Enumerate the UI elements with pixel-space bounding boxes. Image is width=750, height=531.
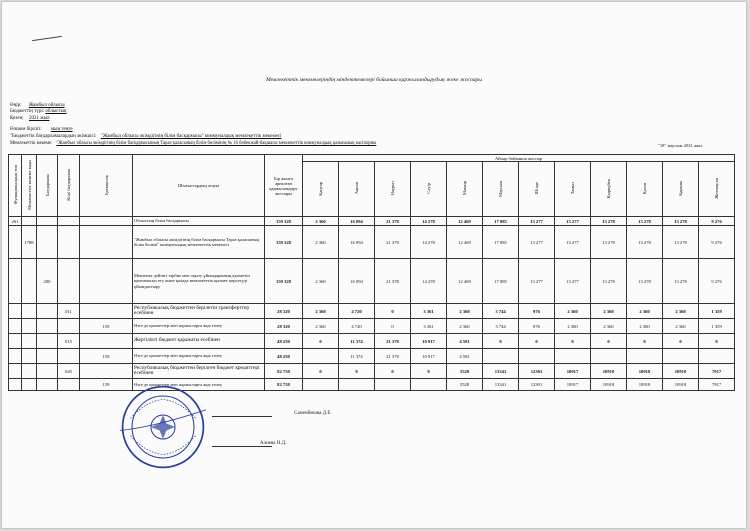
month-value-cell bbox=[375, 379, 411, 391]
code-cell-c4: 015 bbox=[58, 334, 80, 349]
unit-line bbox=[10, 127, 73, 133]
financing-plan-table bbox=[8, 154, 735, 391]
region-label: Өңір: bbox=[10, 103, 22, 108]
document-title: Мемлекеттік мекемелеріндің міндеттемелері бойынша қаржыландырудың жеке жоспары bbox=[266, 77, 482, 83]
month-value-cell bbox=[663, 349, 699, 364]
month-value-cell: 10917 bbox=[555, 364, 591, 379]
month-value-cell: 14 278 bbox=[411, 226, 447, 259]
table-row bbox=[9, 349, 735, 364]
institution-label: Мемлекеттік мекеме: bbox=[10, 141, 53, 146]
month-value-cell: 2 360 bbox=[447, 304, 483, 319]
month-value-cell: 21 378 bbox=[375, 226, 411, 259]
month-value-cell: 0 bbox=[483, 334, 519, 349]
month-value-cell: 13 278 bbox=[663, 226, 699, 259]
code-cell-c1 bbox=[9, 259, 22, 304]
month-value-cell: 2 360 bbox=[303, 217, 339, 226]
month-value-cell: 10 917 bbox=[411, 349, 447, 364]
annual-total-cell: 28 320 bbox=[265, 304, 303, 319]
code-cell-c2: 1788 bbox=[22, 226, 37, 259]
month-value-cell: 2 360 bbox=[555, 319, 591, 334]
month-value-cell: 976 bbox=[519, 319, 555, 334]
month-value-cell bbox=[303, 379, 339, 391]
month-value-cell: 13 278 bbox=[591, 259, 627, 304]
signature-name-2: Алиева Н.Д. bbox=[260, 441, 287, 446]
annual-total-cell: 28 320 bbox=[265, 319, 303, 334]
annual-total-cell: 159 328 bbox=[265, 226, 303, 259]
month-value-cell: 17 085 bbox=[483, 259, 519, 304]
code-cell-c5 bbox=[80, 304, 133, 319]
code-cell-c3 bbox=[37, 364, 58, 379]
period-line bbox=[10, 116, 50, 122]
month-value-cell: 13 278 bbox=[627, 259, 663, 304]
month-header-4: Мамыр bbox=[447, 162, 483, 217]
month-value-cell: 5528 bbox=[447, 379, 483, 391]
month-value-cell: 3 744 bbox=[483, 304, 519, 319]
code-cell-c5: 159 bbox=[80, 379, 133, 391]
month-value-cell bbox=[519, 349, 555, 364]
month-value-cell: 13 277 bbox=[555, 217, 591, 226]
table-row bbox=[9, 217, 735, 226]
month-value-cell: 13 277 bbox=[519, 226, 555, 259]
admin-value: "Жамбыл облысы әкімдігінің білім басқармасы" коммуналдық мемлекеттік мекемесі bbox=[100, 134, 282, 139]
col-name-header: Шығыстардың атауы bbox=[133, 155, 265, 217]
code-cell-c1: 261 bbox=[9, 217, 22, 226]
month-value-cell: 14 278 bbox=[411, 217, 447, 226]
month-value-cell: 13 277 bbox=[555, 226, 591, 259]
signature-line-2 bbox=[212, 446, 272, 447]
month-value-cell: 21 378 bbox=[375, 217, 411, 226]
col-program-header: Бағдарлама bbox=[37, 155, 58, 217]
code-cell-c4 bbox=[58, 379, 80, 391]
month-value-cell: 10918 bbox=[627, 379, 663, 391]
budget-line bbox=[10, 109, 66, 115]
month-value-cell: 10918 bbox=[663, 379, 699, 391]
month-value-cell: 0 bbox=[375, 364, 411, 379]
code-cell-c5 bbox=[80, 217, 133, 226]
code-cell-c4 bbox=[58, 226, 80, 259]
month-value-cell: 3 361 bbox=[411, 304, 447, 319]
month-header-0: Қаңтар bbox=[303, 162, 339, 217]
annual-total-cell: 82 758 bbox=[265, 379, 303, 391]
code-cell-c1 bbox=[9, 349, 22, 364]
col-total-header: Бір жылға арналған қаржыландыру жоспары bbox=[265, 155, 303, 217]
col-func-group-header: Функционалдық топ bbox=[9, 155, 22, 217]
table-row bbox=[9, 379, 735, 391]
code-cell-c1 bbox=[9, 226, 22, 259]
admin-line bbox=[10, 134, 282, 140]
code-cell-c4: 011 bbox=[58, 304, 80, 319]
month-value-cell: 2 360 bbox=[627, 304, 663, 319]
staple-mark bbox=[32, 36, 62, 41]
month-value-cell: 0 bbox=[303, 334, 339, 349]
month-value-cell: 12301 bbox=[519, 364, 555, 379]
budget-label: Бюджеттің түрі: bbox=[10, 109, 45, 114]
code-cell-c1 bbox=[9, 364, 22, 379]
month-value-cell: 4 581 bbox=[447, 334, 483, 349]
month-header-9: Қазан bbox=[627, 162, 663, 217]
month-value-cell: 2 360 bbox=[591, 304, 627, 319]
period-value: 2021 жыл bbox=[28, 116, 50, 121]
month-header-6: Шілде bbox=[519, 162, 555, 217]
unit-label: Өлшем бірлігі: bbox=[10, 127, 42, 132]
code-cell-c2 bbox=[22, 349, 37, 364]
month-value-cell: 10918 bbox=[627, 364, 663, 379]
month-value-cell: 4 720 bbox=[339, 319, 375, 334]
code-cell-c2 bbox=[22, 379, 37, 391]
expense-name-cell: Республикалық бюджеттен берілген бюджет кредиттері есебінен bbox=[133, 364, 265, 379]
month-value-cell: 0 bbox=[555, 334, 591, 349]
code-cell-c3 bbox=[37, 319, 58, 334]
month-value-cell: 1 359 bbox=[699, 319, 735, 334]
month-value-cell: 11 374 bbox=[339, 349, 375, 364]
month-value-cell: 16 094 bbox=[339, 259, 375, 304]
month-header-3: Сәуір bbox=[411, 162, 447, 217]
month-value-cell: 2 360 bbox=[591, 319, 627, 334]
month-value-cell: 10 917 bbox=[411, 334, 447, 349]
month-value-cell: 9 276 bbox=[699, 259, 735, 304]
code-cell-c3 bbox=[37, 379, 58, 391]
month-value-cell bbox=[339, 379, 375, 391]
month-value-cell: 21 378 bbox=[375, 349, 411, 364]
code-cell-c2 bbox=[22, 304, 37, 319]
month-value-cell: 0 bbox=[339, 364, 375, 379]
table-row bbox=[9, 334, 735, 349]
month-header-2: Наурыз bbox=[375, 162, 411, 217]
annual-total-cell: 159 328 bbox=[265, 259, 303, 304]
month-value-cell bbox=[627, 349, 663, 364]
month-value-cell: 3 361 bbox=[411, 319, 447, 334]
code-cell-c5 bbox=[80, 226, 133, 259]
month-value-cell: 2 360 bbox=[303, 226, 339, 259]
month-header-8: Қыркүйек bbox=[591, 162, 627, 217]
month-value-cell: 12 469 bbox=[447, 259, 483, 304]
month-value-cell: 12301 bbox=[519, 379, 555, 391]
month-value-cell: 1 359 bbox=[699, 304, 735, 319]
code-cell-c2 bbox=[22, 364, 37, 379]
document-page bbox=[2, 2, 746, 528]
month-value-cell: 976 bbox=[519, 304, 555, 319]
code-cell-c1 bbox=[9, 319, 22, 334]
month-value-cell: 0 bbox=[663, 334, 699, 349]
month-value-cell: 2 360 bbox=[663, 319, 699, 334]
code-cell-c4 bbox=[58, 259, 80, 304]
month-value-cell bbox=[411, 379, 447, 391]
expense-name-cell: Өзге де қызметтер мен жұмыстарға ақы төлеу bbox=[133, 319, 265, 334]
months-header: Айлар бойынша жоспар bbox=[303, 155, 735, 162]
expense-name-cell: Өзге де қызметтер мен жұмыстарға ақы төлеу bbox=[133, 349, 265, 364]
month-value-cell bbox=[483, 349, 519, 364]
month-value-cell: 7917 bbox=[699, 364, 735, 379]
code-cell-c1 bbox=[9, 334, 22, 349]
month-value-cell: 5528 bbox=[447, 364, 483, 379]
code-cell-c3 bbox=[37, 334, 58, 349]
code-cell-c3 bbox=[37, 217, 58, 226]
annual-total-cell: 82 758 bbox=[265, 364, 303, 379]
official-seal bbox=[120, 384, 206, 470]
month-header-10: Қараша bbox=[663, 162, 699, 217]
code-cell-c3 bbox=[37, 349, 58, 364]
table-row bbox=[9, 319, 735, 334]
month-value-cell: 2 360 bbox=[627, 319, 663, 334]
month-header-7: Тамыз bbox=[555, 162, 591, 217]
month-value-cell: 2 360 bbox=[303, 259, 339, 304]
month-value-cell: 0 bbox=[375, 304, 411, 319]
month-value-cell: 16 094 bbox=[339, 226, 375, 259]
col-admin-header: Мемлекеттік мекеме коды bbox=[22, 155, 37, 217]
signature-line-1 bbox=[212, 416, 272, 417]
month-value-cell bbox=[555, 349, 591, 364]
month-value-cell: 2 360 bbox=[447, 319, 483, 334]
table-row bbox=[9, 364, 735, 379]
code-cell-c5: 159 bbox=[80, 319, 133, 334]
code-cell-c5 bbox=[80, 334, 133, 349]
code-cell-c1 bbox=[9, 304, 22, 319]
month-value-cell: 0 bbox=[303, 364, 339, 379]
month-value-cell: 9 276 bbox=[699, 217, 735, 226]
document-date: "18" маусым 2021 жыл bbox=[658, 143, 703, 148]
month-value-cell: 13 277 bbox=[555, 259, 591, 304]
month-value-cell: 2 360 bbox=[303, 304, 339, 319]
month-value-cell: 12 469 bbox=[447, 217, 483, 226]
month-value-cell: 13 278 bbox=[591, 217, 627, 226]
code-cell-c3: 200 bbox=[37, 259, 58, 304]
month-value-cell: 0 bbox=[375, 319, 411, 334]
month-value-cell: 17 085 bbox=[483, 217, 519, 226]
code-cell-c4 bbox=[58, 319, 80, 334]
budget-value: облыстық bbox=[45, 109, 67, 114]
month-value-cell: 13341 bbox=[483, 379, 519, 391]
unit-value: мың теңге bbox=[50, 127, 73, 132]
expense-name-cell: Жергілікті бюджет қаражаты есебінен bbox=[133, 334, 265, 349]
col-specifics-header: Ерекшелік bbox=[80, 155, 133, 217]
month-value-cell: 21 378 bbox=[375, 334, 411, 349]
month-value-cell: 0 bbox=[627, 334, 663, 349]
institution-line bbox=[10, 141, 376, 147]
month-value-cell: 10917 bbox=[555, 379, 591, 391]
table-row bbox=[9, 304, 735, 319]
code-cell-c3 bbox=[37, 304, 58, 319]
month-value-cell bbox=[699, 349, 735, 364]
month-header-1: Ақпан bbox=[339, 162, 375, 217]
code-cell-c4 bbox=[58, 349, 80, 364]
expense-name-cell: Республикалық бюджеттен берілетін трансферттер есебінен bbox=[133, 304, 265, 319]
month-value-cell: 0 bbox=[591, 334, 627, 349]
month-header-5: Маусым bbox=[483, 162, 519, 217]
month-value-cell: 14 278 bbox=[411, 259, 447, 304]
expense-name-cell: "Жамбыл облысы әкімдігінің білім басқармасы Тараз қаласының білім бөлімі" коммуналдық мемлекеттік мекемесі bbox=[133, 226, 265, 259]
signature-name-1: Саменбекова Д.Е. bbox=[294, 411, 332, 416]
month-value-cell bbox=[591, 349, 627, 364]
month-value-cell: 13 278 bbox=[663, 217, 699, 226]
month-value-cell: 21 378 bbox=[375, 259, 411, 304]
code-cell-c5 bbox=[80, 259, 133, 304]
month-value-cell: 13 278 bbox=[663, 259, 699, 304]
month-value-cell bbox=[303, 349, 339, 364]
month-header-11: Желтоқсан bbox=[699, 162, 735, 217]
code-cell-c4: 045 bbox=[58, 364, 80, 379]
month-value-cell: 17 085 bbox=[483, 226, 519, 259]
table-row bbox=[9, 259, 735, 304]
code-cell-c3 bbox=[37, 226, 58, 259]
code-cell-c5: 159 bbox=[80, 349, 133, 364]
month-value-cell: 4 720 bbox=[339, 304, 375, 319]
expense-name-cell: Облыстың білім басқармасы bbox=[133, 217, 265, 226]
month-value-cell: 13 277 bbox=[519, 217, 555, 226]
col-subprogram-header: Кіші бағдарлама bbox=[58, 155, 80, 217]
annual-total-cell: 48 250 bbox=[265, 349, 303, 364]
month-value-cell: 0 bbox=[411, 364, 447, 379]
month-value-cell: 13 278 bbox=[591, 226, 627, 259]
month-value-cell: 10918 bbox=[591, 379, 627, 391]
institution-value: "Жамбыл облысы әкімдігінің білім басқармасының Тараз қаласының білім бөлімінің № 16 бөбекжай-бақшасы мемлекеттік коммуналдық қазыналық кәсіпорны bbox=[56, 141, 377, 146]
period-label: Кезең: bbox=[10, 116, 24, 121]
month-value-cell: 7917 bbox=[699, 379, 735, 391]
annual-total-cell: 48 250 bbox=[265, 334, 303, 349]
month-value-cell: 0 bbox=[699, 334, 735, 349]
code-cell-c2 bbox=[22, 334, 37, 349]
month-value-cell: 10918 bbox=[591, 364, 627, 379]
month-value-cell: 13 278 bbox=[627, 217, 663, 226]
month-value-cell: 16 094 bbox=[339, 217, 375, 226]
annual-total-cell: 159 328 bbox=[265, 217, 303, 226]
expense-name-cell: Мектепке дейінгі тәрбие мен оқыту ұйымдарының қызметін қамтамасыз ету және қалада мемлекеттік қызмет көрсетуді ұйымдастыру bbox=[133, 259, 265, 304]
month-value-cell: 9 276 bbox=[699, 226, 735, 259]
code-cell-c2 bbox=[22, 259, 37, 304]
month-value-cell: 0 bbox=[519, 334, 555, 349]
month-value-cell: 2 360 bbox=[303, 319, 339, 334]
code-cell-c5 bbox=[80, 364, 133, 379]
month-value-cell: 4 581 bbox=[447, 349, 483, 364]
code-cell-c2 bbox=[22, 217, 37, 226]
month-value-cell: 2 360 bbox=[555, 304, 591, 319]
month-value-cell: 11 374 bbox=[339, 334, 375, 349]
month-value-cell: 3 744 bbox=[483, 319, 519, 334]
admin-label: "Бюджеттік бағдарламалардың әкімшісі: bbox=[10, 134, 97, 139]
expense-name-cell: Өзге де қызметтер мен жұмыстарға ақы төлеу bbox=[133, 379, 265, 391]
table-body bbox=[9, 217, 735, 391]
month-value-cell: 13 278 bbox=[627, 226, 663, 259]
table-row bbox=[9, 226, 735, 259]
month-value-cell: 12 469 bbox=[447, 226, 483, 259]
code-cell-c4 bbox=[58, 217, 80, 226]
month-value-cell: 2 360 bbox=[663, 304, 699, 319]
code-cell-c1 bbox=[9, 379, 22, 391]
month-value-cell: 13 277 bbox=[519, 259, 555, 304]
region-value: Жамбыл облысы bbox=[28, 103, 65, 108]
month-value-cell: 10918 bbox=[663, 364, 699, 379]
code-cell-c2 bbox=[22, 319, 37, 334]
month-value-cell: 13341 bbox=[483, 364, 519, 379]
